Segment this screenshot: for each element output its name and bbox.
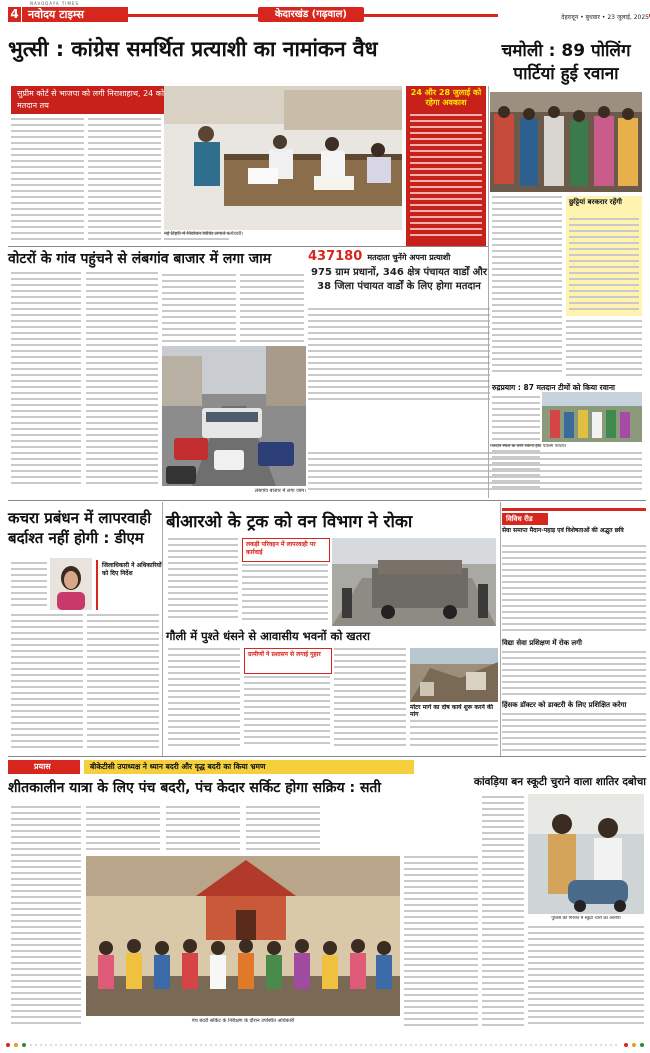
story7-top-line: बीकेटीसी उपाध्यक्ष ने ध्यान बदरी और वृद्ध बदरी का किया भ्रमण [90,762,266,771]
brief3-text [502,713,646,757]
story6-small-box [244,648,332,674]
story3-photo [162,346,306,486]
story4-headline [308,245,488,265]
story5-column-1 [11,562,47,614]
story7-headline: शीतकालीन यात्रा के लिए पंच बदरी, पंच केदार सर्किट होगा सक्रिय : सती [8,780,382,796]
story8-column-1 [482,796,524,1032]
section-tag: केदारखंड (गढ़वाल) [258,7,364,22]
story7-top-line-bar [84,760,414,774]
story6-column-5 [334,648,406,752]
rule-v2 [488,86,489,498]
story4-big-number: 437180 [308,249,363,264]
brief1-headline: सेवा समाप्त मैदान-पहाड़ एवं विशेषताओं की अद्भुत छवि [502,527,624,534]
paper-name-badge [22,7,128,22]
story1-photo-image [164,86,402,230]
story2-highlight-text [569,218,639,312]
paper-subname: NAVODAYA TIMES [30,1,80,6]
story6-column-3 [168,648,240,752]
story3-photo-image [162,346,306,486]
dm-portrait [50,558,92,610]
story1-sub-text: सुप्रीम कोर्ट से भाजपा को लगी निराशाहाथ, 24 को मतदान तय [17,89,165,110]
story6-column-4 [244,676,330,752]
story8-photo [528,794,644,914]
rule-h3 [8,756,646,757]
story7-label-box [8,760,80,774]
story8-column-2 [528,926,644,1032]
story2-sub-head: रुद्रप्रयाग : 87 मतदान टीमों को किया रवाना [492,383,615,392]
story7-label: प्रयास [34,762,51,771]
story7-column-3 [166,806,240,854]
rule-h2 [8,500,646,501]
story6-photo [332,538,496,626]
story7-column-4 [246,806,320,854]
story3-column-2 [86,272,158,492]
story1-sidebar-text [410,114,482,242]
brief3-headline: हिंसक डॉक्टर को डाक्टरी के लिए प्रशिक्षित करेगा [502,701,627,709]
story5-photo [50,558,92,610]
story1-photo-caption: नई टिहरी में निर्वाचन शिविर लगाते कर्मचारी। [164,231,244,237]
story6-photo-caption: मोटर मार्ग का दोष कार्य शुरू करने की मांग [410,704,494,718]
story7-group-photo [86,856,400,1016]
story7-column-2 [86,806,160,854]
story4-column-1 [308,308,490,404]
story1-subheadline [11,86,173,114]
story3-column-1 [11,272,81,492]
story5-quote [96,560,164,610]
story2-highlight-box [566,196,642,316]
story3-column-4 [240,274,304,344]
story2-highlight-title: छुट्टियां बरकरार रहेंगी [569,198,622,206]
story5-column-2 [11,614,83,754]
story1-sidebar [406,86,486,246]
rule-v1 [162,502,163,756]
story3-column-3 [162,274,236,344]
story8-police-photo [528,794,644,914]
story3-headline: वोटरों के गांव पहुंचने से लंबगांव बाजार में लगा जाम [8,251,272,267]
story6-sub-headline: गौली में पुश्ते धंसने से आवासीय भवनों को खतरा [166,629,370,643]
story6-box-text: लकड़ी परिवहन में लापरवाही पर कार्रवाई [246,541,316,556]
briefs-label: विविध रीड [506,515,533,523]
story6-box [242,538,330,562]
briefs-panel [502,508,646,759]
story1-photo [164,86,402,230]
story4-photo [542,392,642,442]
story8-photo-caption: पुलिस की गिरफ्त में स्कूटी चोरी का आरोपी [551,916,621,921]
story2-photo [490,92,642,192]
story6-landslide-photo [410,648,498,702]
story6-photo-2 [410,648,498,702]
story2-column-1 [492,196,562,378]
brief2-text [502,651,646,699]
story7-column-1 [11,806,81,1032]
story4-photo-caption: मतदान स्थल के लिए रवाना होते पोलिंग पार्टियां [490,444,566,449]
paper-name: नवोदय टाइम्स [28,8,84,21]
story5-column-3 [87,614,159,754]
story8-headline: कांवड़िया बन स्कूटी चुराने वाला शातिर दबोचा [473,776,646,788]
rule-h1 [8,246,488,247]
story5-headline: कचरा प्रबंधन में लापरवाही बर्दाश्त नहीं होगी : डीएम [8,509,152,547]
story4-subheadline: 975 ग्राम प्रधानों, 346 क्षेत्र पंचायत वार्डों और 38 जिला पंचायत वार्डों के लिए होगा मतदान [311,267,487,292]
story3-photo-caption: लंबगांव बाजार में लगा जाम। [254,488,306,494]
story2-photo-image [490,92,642,192]
story4-photo-image [542,392,642,442]
brief2-headline: विद्या सेवा प्रशिक्षण में रोक लगी [502,639,582,647]
story7-column-5 [404,856,478,1032]
story4-column-2 [308,452,642,492]
story6-headline: बीआरओ के ट्रक को वन विभाग ने रोका [166,512,413,532]
story5-quote-text: जिलाधिकारी ने अधिकारियों को दिए निर्देश [102,562,162,577]
story2-headline: चमोली : 89 पोलिंग पार्टियां हुई रवाना [501,41,631,84]
story4-headline-tail: मतदाता चुनेंगे अपना प्रत्याशी [367,253,451,262]
dateline: देहरादून • बुधवार • 23 जुलाई, 2025 [498,13,649,21]
story7-photo [86,856,400,1016]
story1-sidebar-title: 24 और 28 जुलाई को रहेगा अवकाश [410,88,482,107]
story6-column-2 [242,564,328,622]
story7-photo-caption: पंच बदरी सर्किट के निरीक्षण के दौरान उपस्थित अधिकारी [191,1018,295,1024]
bottom-ornament [0,1034,650,1042]
masthead [0,0,650,26]
story6-truck-photo [332,538,496,626]
briefs-label-box [502,513,548,525]
page-number: 4 [8,7,21,22]
story6-column-1 [168,538,238,622]
story1-column-1 [11,118,84,244]
rule-v3 [500,502,501,756]
story6-small-box-text: ग्रामीणों ने प्रशासन से लगाई गुहार [248,651,321,658]
story6-column-6 [410,720,498,754]
brief1-text [502,545,646,635]
story1-headline: भुत्सी : कांग्रेस समर्थित प्रत्याशी का नामांकन वैध [8,37,378,61]
story1-column-2 [88,118,161,244]
story2-column-2 [566,320,642,380]
ornament-strip [0,1041,650,1049]
